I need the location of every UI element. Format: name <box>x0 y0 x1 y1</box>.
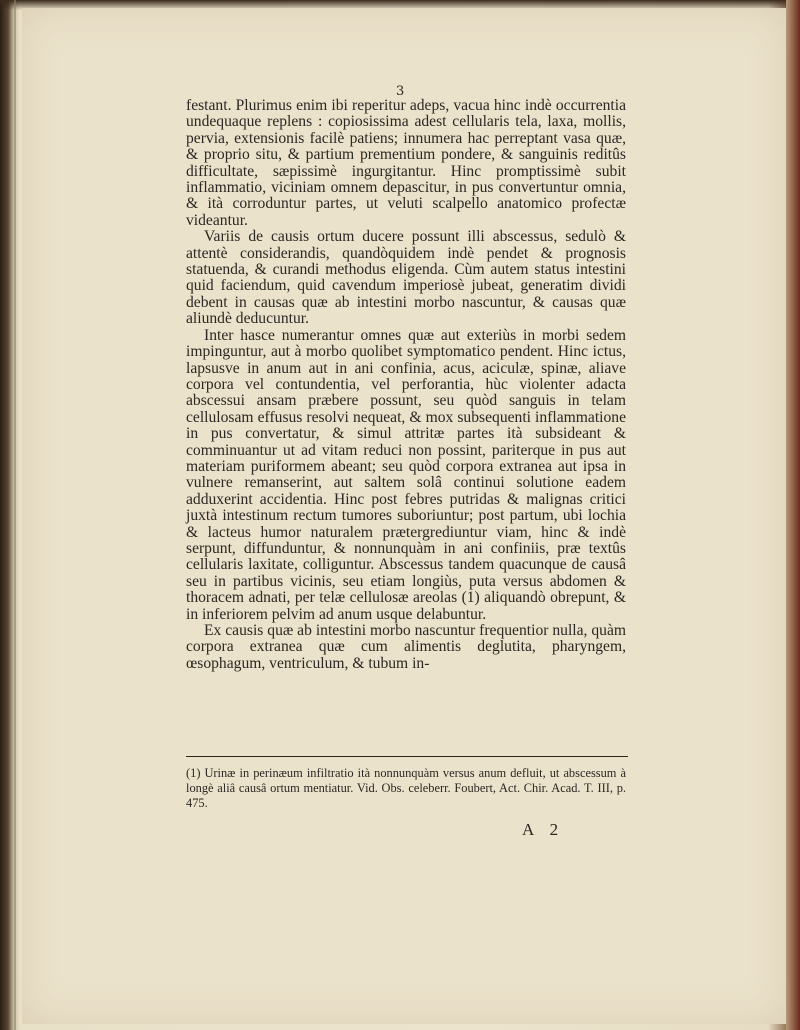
paragraph-3: Inter hasce numerantur omnes quæ aut exteriùs in morbi sedem impinguntur, aut à morbo quolibet symptomatico pendent. Hinc ictus, lapsusve in anum aut in ani confinia, acus, aciculæ, spinæ, aliave corpora vel contundentia, vel perforantia, hùc violenter adacta abscessui ansam præbere possunt, seu quòd sanguis in telam cellulosam effusus resolvi nequeat, & mox subsequenti inflammatione in pus convertatur, & simul attritæ partes ità subsideant & comminuantur ut ad vitam reduci non possint, pariterque in pus aut materiam puriformem abeant; seu quòd corpora extranea aut ipsa in vulnere remanserint, aut saltem solâ continui solutione eadem adduxerint accidentia. Hinc post febres putridas & malignas critici juxtà intestinum rectum tumores suboriuntur; post partum, ubi lochia & lacteus humor naturalem prætergrediuntur viam, hinc & indè serpunt, diffunduntur, & nonnunquàm in ani confiniis, præ textûs cellularis laxitate, colliguntur. Abscessus tandem quacunque de causâ seu in partibus vicinis, seu etiam longiùs, puta versus abdomen & thoracem adnati, per telæ cellulosæ areolas (1) aliquandò obrepunt, & in inferiorem pelvim ad anum usque delabuntur. <box>186 326 626 623</box>
footnote <box>186 766 626 811</box>
page-number: 3 <box>396 84 405 99</box>
footnote-rule <box>186 756 628 757</box>
signature-mark: A 2 <box>522 820 565 839</box>
footnote-text: Urinæ in perinæum infiltratio ità nonnunquàm versus anum defluit, ut abscessum à longè aliâ causâ ortum mentiatur. Vid. Obs. celeberr. Foubert, Act. Chir. Acad. T. III, p. 475. <box>186 766 626 810</box>
binding-gutter <box>14 0 16 1030</box>
paragraph-2: Variis de causis ortum ducere possunt illi abscessus, sedulò & attentè considerandis, quandòquidem indè pendet & prognosis statuenda, & curandi methodus eligenda. Cùm autem status intestini quid faciendum, quid cavendum imperiosè jubeat, generatim dividi debent in causas quæ ab intestini morbo nascuntur, & causas quæ aliundè deducuntur. <box>186 228 626 328</box>
footnote-mark: (1) <box>186 766 201 780</box>
body-text <box>186 98 626 672</box>
right-page-edge <box>786 0 800 1030</box>
paragraph-4: Ex causis quæ ab intestini morbo nascuntur frequentior nulla, quàm corpora extranea quæ cum alimentis deglutita, pharyngem, œsophagum, ventriculum, & tubum in- <box>186 622 626 672</box>
paragraph-1: festant. Plurimus enim ibi reperitur adeps, vacua hinc indè occurrentia undequaque replens : copiosissima adest cellularis tela, laxa, mollis, pervia, extensionis facilè patiens; innumera hac perreptant vasa quæ, & proprio situ, & partium prementium pondere, & sanguinis reditûs difficultate, sæpissimè ingurgitantur. Hinc promptissimè subit inflammatio, viciniam omnem depascitur, in pus convertuntur omnia, & ità corroduntur partes, ut veluti scalpello anatomico profectæ videantur. <box>186 97 626 229</box>
